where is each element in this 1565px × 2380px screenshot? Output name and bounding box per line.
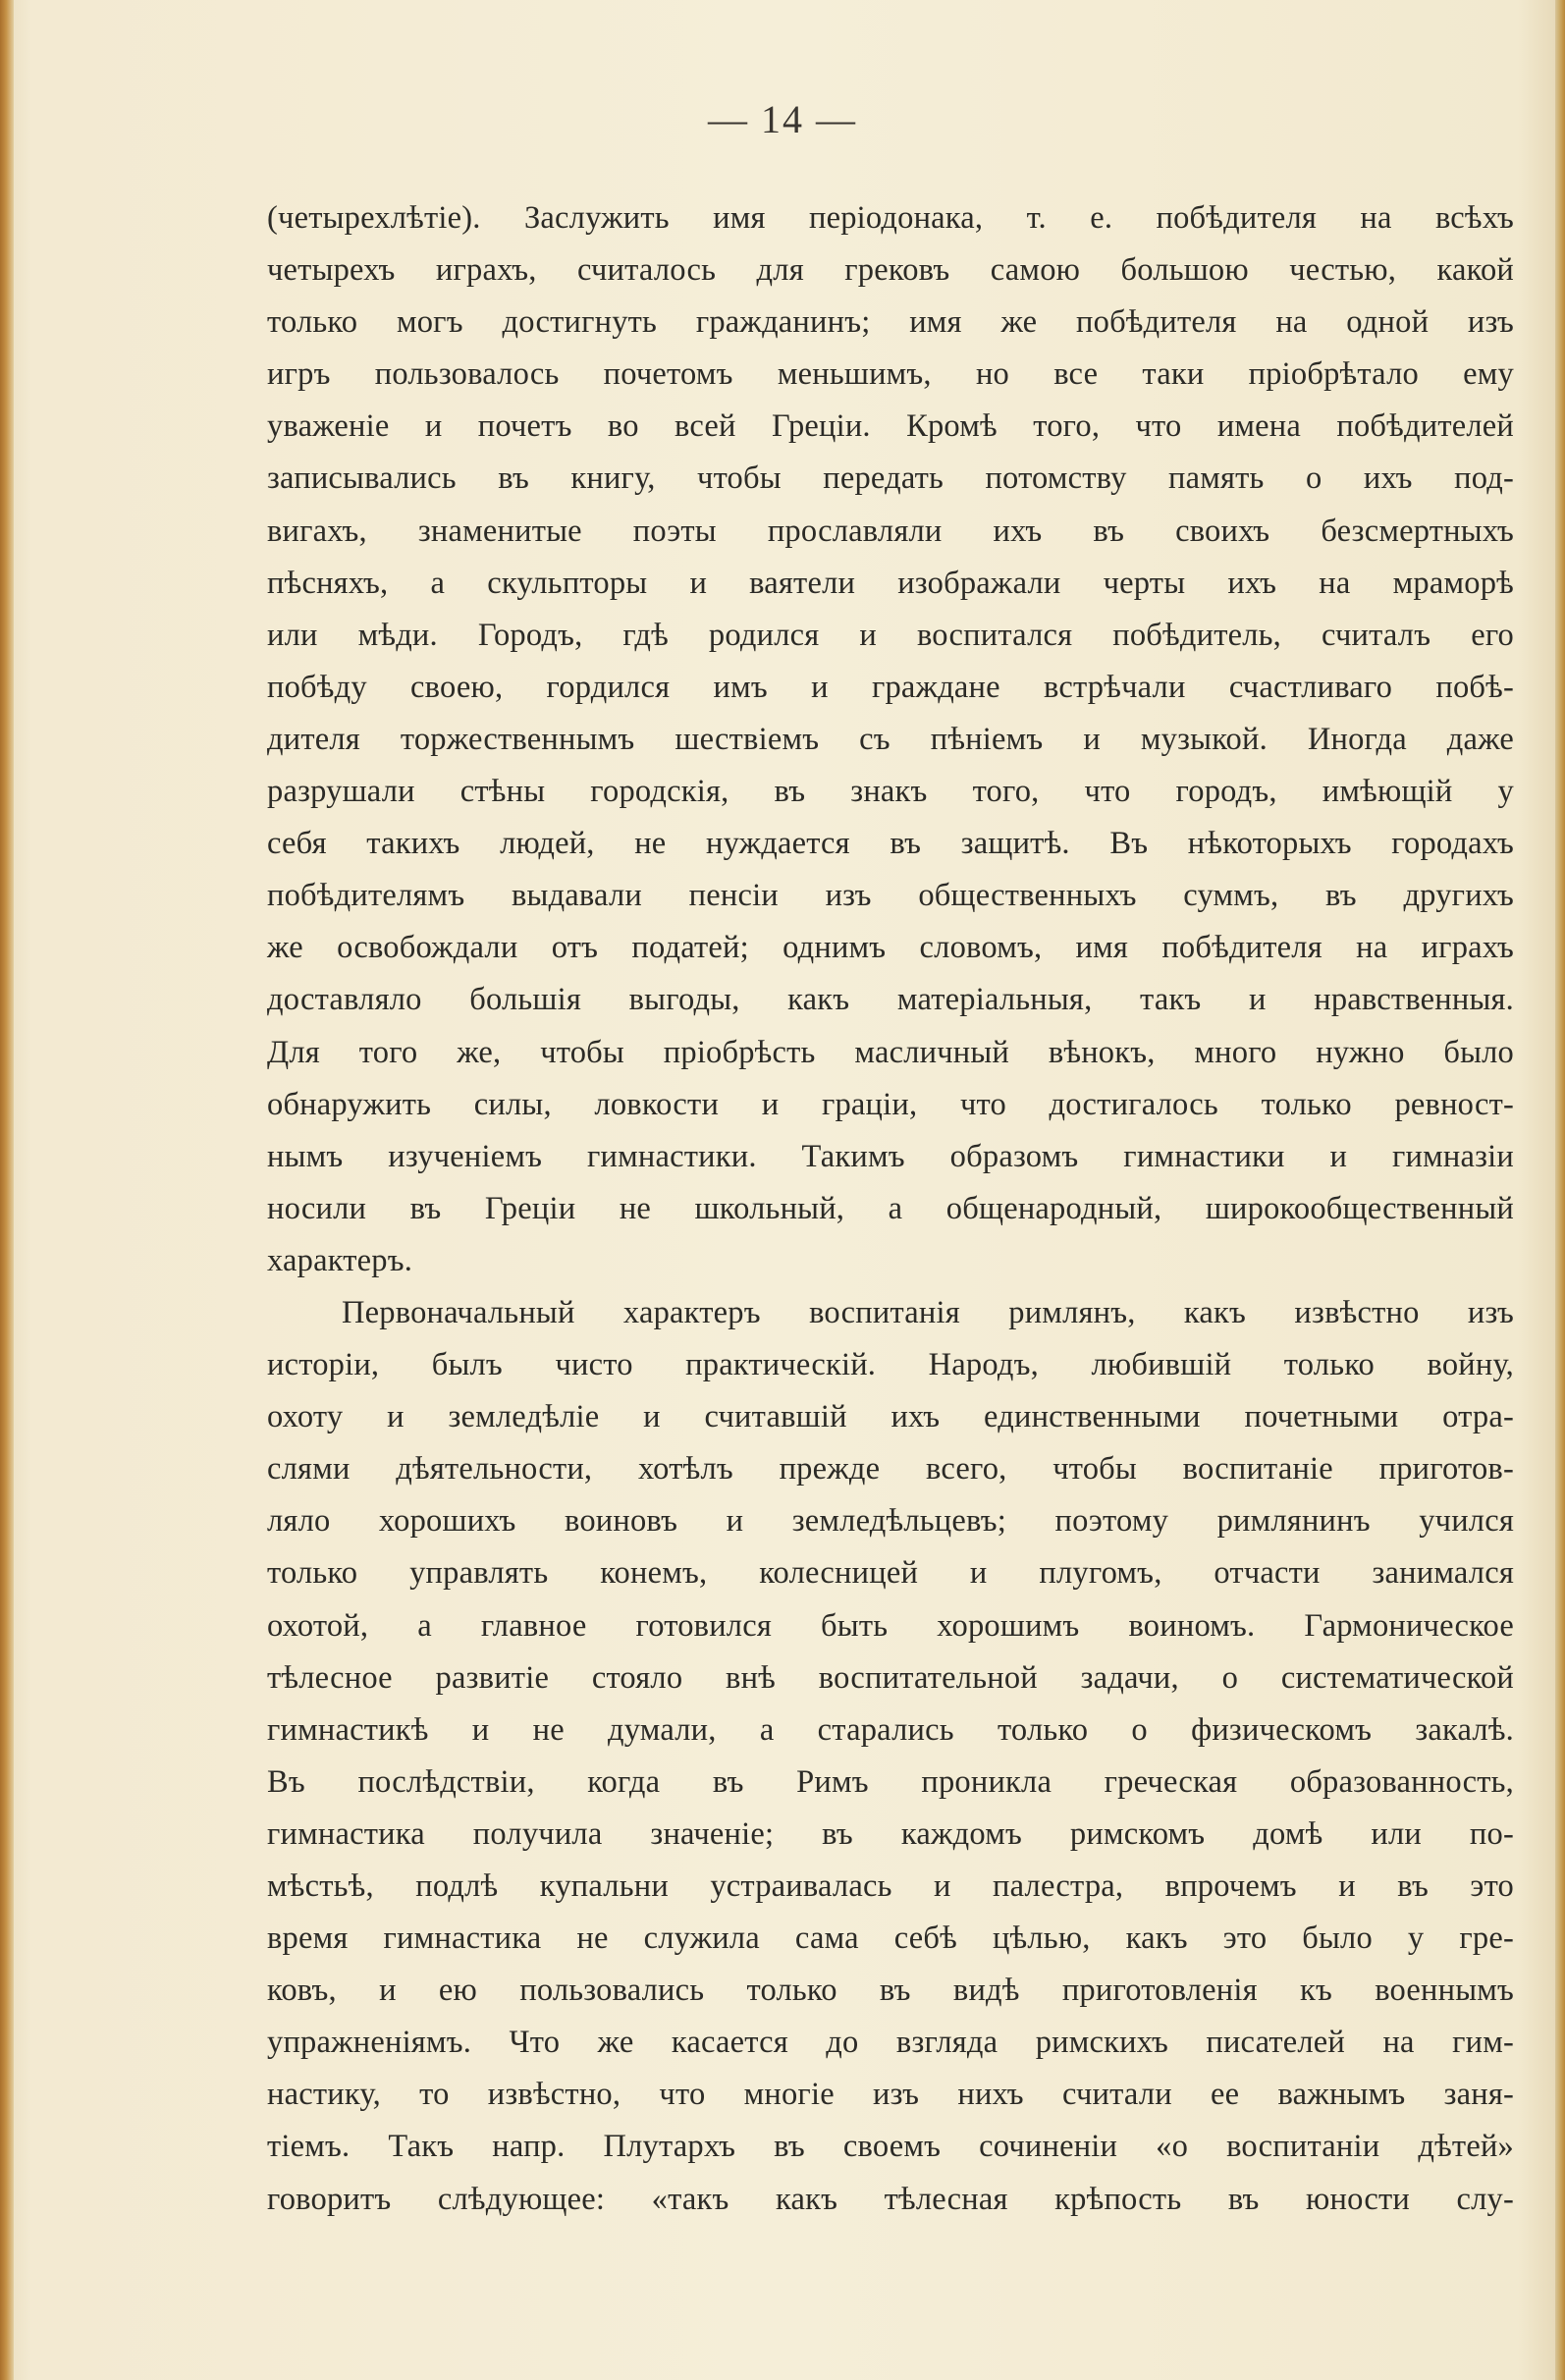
text-line: игръ пользовалось почетомъ меньшимъ, но все таки пріобрѣтало ему [267,356,1514,393]
text-line: побѣду своею, гордился имъ и граждане встрѣчали счастливаго побѣ- [267,669,1514,705]
text-line: пѣсняхъ, а скульпторы и ваятели изображали черты ихъ на мраморѣ [267,565,1514,601]
text-line: обнаружить силы, ловкости и граціи, что достигалось только ревност- [267,1086,1514,1122]
text-line: время гимнастика не служила сама себѣ цѣлью, какъ это было у гре- [267,1920,1514,1957]
page-edge-right [1555,0,1565,2380]
text-line: записывались въ книгу, чтобы передать потомству память о ихъ под- [267,460,1514,497]
text-line: разрушали стѣны городскія, въ знакъ того, что городъ, имѣющій у [267,774,1514,810]
text-line: ковъ, и ею пользовались только въ видѣ приготовленія къ военнымъ [267,1973,1514,2009]
page-number: — 14 — [708,97,857,141]
text-line: Первоначальный характеръ воспитанія римлянъ, какъ извѣстно изъ [342,1294,1514,1330]
text-line: же освобождали отъ податей; однимъ словомъ, имя побѣдителя на играхъ [267,930,1514,966]
text-line: Для того же, чтобы пріобрѣсть масличный вѣнокъ, много нужно было [267,1034,1514,1070]
text-line: характеръ. [267,1242,413,1278]
text-line: четырехъ играхъ, считалось для грековъ самою большою честью, какой [267,252,1514,289]
text-line: носили въ Греціи не школьный, а общенародный, широкообщественный [267,1190,1514,1226]
text-line: уваженіе и почетъ во всей Греціи. Кромѣ того, что имена побѣдителей [267,408,1514,445]
text-line: гимнастикѣ и не думали, а старались только о физическомъ закалѣ. [267,1711,1514,1748]
text-line: говоритъ слѣдующее: «такъ какъ тѣлесная крѣпость въ юности слу- [267,2181,1514,2217]
text-line: охоту и земледѣліе и считавшій ихъ единственными почетными отра- [267,1399,1514,1435]
text-line: гимнастика получила значеніе; въ каждомъ римскомъ домѣ или по- [267,1815,1514,1852]
text-line: побѣдителямъ выдавали пенсіи изъ общественныхъ суммъ, въ другихъ [267,878,1514,914]
text-line: исторіи, былъ чисто практическій. Народъ, любившій только войну, [267,1347,1514,1383]
text-line: только могъ достигнуть гражданинъ; имя же побѣдителя на одной изъ [267,304,1514,341]
text-line: тіемъ. Такъ напр. Плутархъ въ своемъ сочиненіи «о воспитаніи дѣтей» [267,2129,1514,2165]
text-line: доставляло большія выгоды, какъ матеріальныя, такъ и нравственныя. [267,982,1514,1018]
text-line: ляло хорошихъ воиновъ и земледѣльцевъ; поэтому римлянинъ учился [267,1503,1514,1540]
text-line: упражненіямъ. Что же касается до взгляда римскихъ писателей на гим- [267,2025,1514,2061]
page-binding-edge-left [0,0,14,2380]
text-line: слями дѣятельности, хотѣлъ прежде всего, чтобы воспитаніе приготов- [267,1451,1514,1488]
paragraph-roman-education [267,1287,1514,2226]
text-line: вигахъ, знаменитые поэты прославляли ихъ въ своихъ безсмертныхъ [267,513,1514,549]
text-line: нымъ изученіемъ гимнастики. Такимъ образомъ гимнастики и гимназіи [267,1138,1514,1174]
text-line: себя такихъ людей, не нуждается въ защитѣ. Въ нѣкоторыхъ городахъ [267,826,1514,862]
page-body [267,192,1514,2226]
text-line: мѣстьѣ, подлѣ купальни устраивалась и палестра, впрочемъ и въ это [267,1868,1514,1904]
text-line: дителя торжественнымъ шествіемъ съ пѣніемъ и музыкой. Иногда даже [267,721,1514,757]
paragraph-greek-games [267,192,1514,1287]
text-line: настику, то извѣстно, что многіе изъ нихъ считали ее важнымъ заня- [267,2077,1514,2113]
text-line: Въ послѣдствіи, когда въ Римъ проникла греческая образованность, [267,1763,1514,1800]
text-line: тѣлесное развитіе стояло внѣ воспитательной задачи, о систематической [267,1659,1514,1696]
text-line: охотой, а главное готовился быть хорошимъ воиномъ. Гармоническое [267,1607,1514,1644]
text-line: или мѣди. Городъ, гдѣ родился и воспитался побѣдитель, считалъ его [267,617,1514,653]
text-line: только управлять конемъ, колесницей и плугомъ, отчасти занимался [267,1555,1514,1592]
text-line: (четырехлѣтіе). Заслужить имя періодонака, т. е. побѣдителя на всѣхъ [267,200,1514,236]
